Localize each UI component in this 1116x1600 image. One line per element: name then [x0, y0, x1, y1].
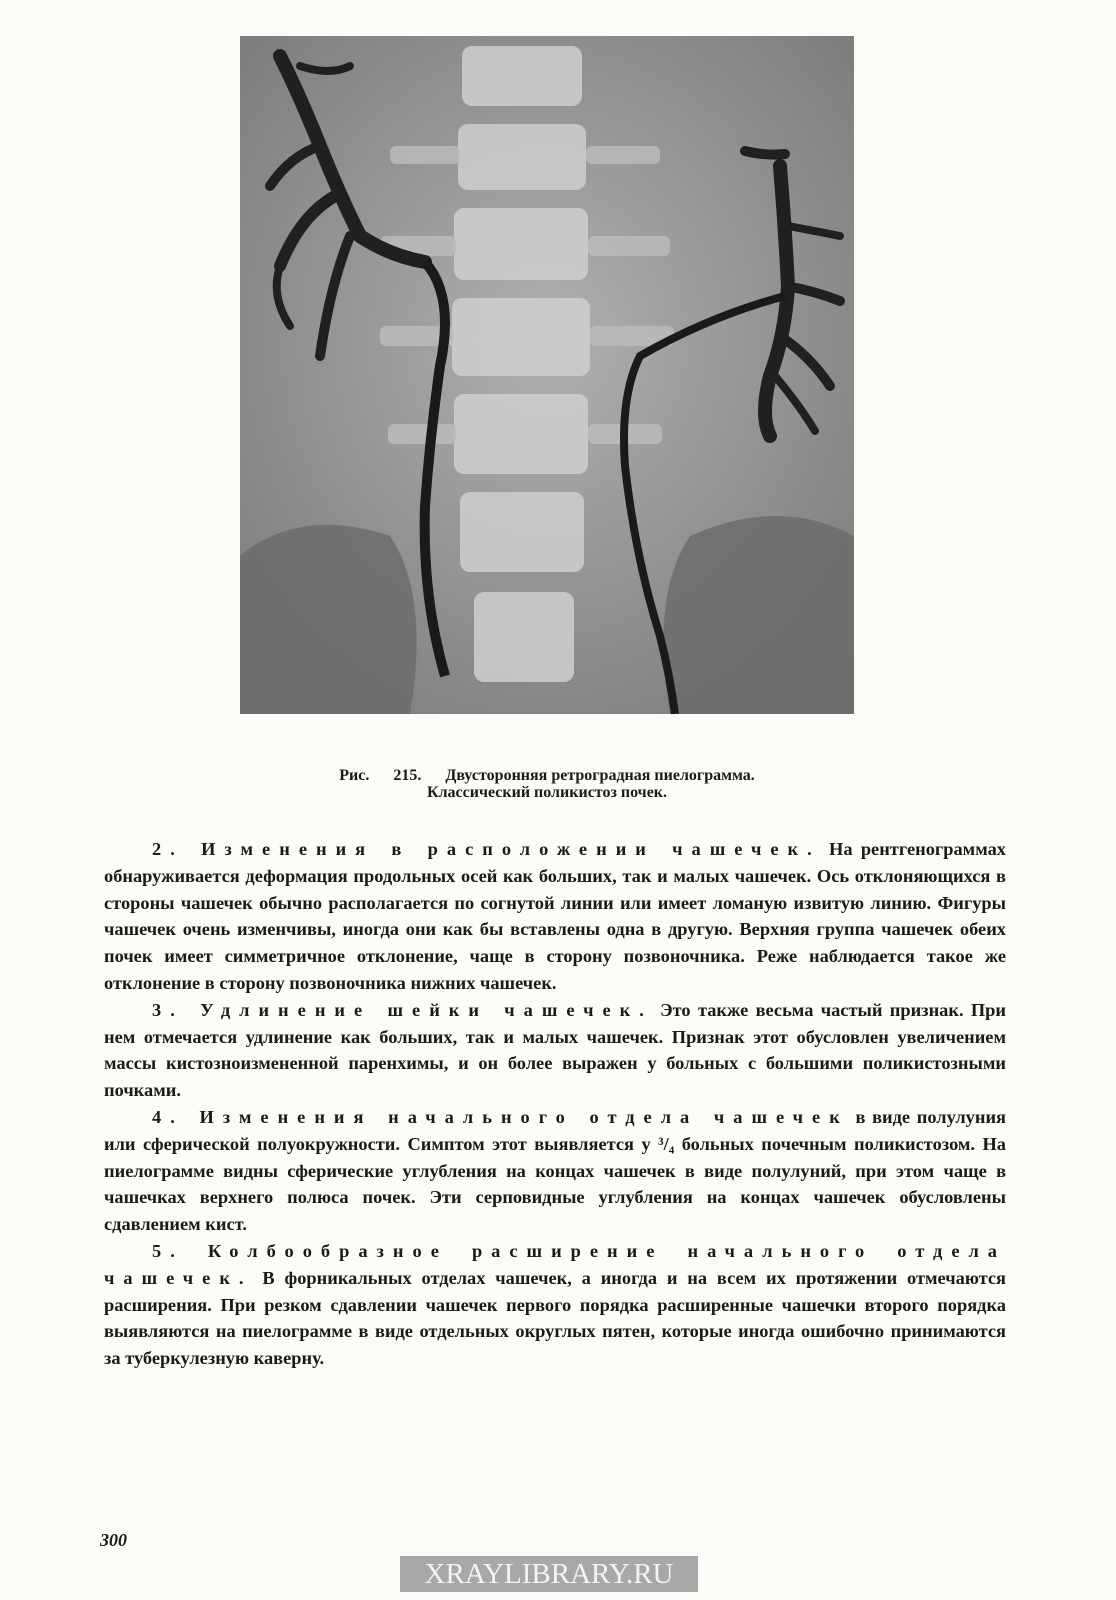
figure-caption: [240, 767, 854, 801]
figure-number: 215.: [393, 767, 422, 784]
paragraph-body: больных почечным поликистозом. На пиелограмме видны сферические углубления на концах чашечек в виде полулуний, при этом чаще в чашечках верхнего полюса почек. Эти серповидные углубления на концах чашечек обусловлены сдавлением кист.: [104, 1133, 1006, 1235]
paragraph-3: [104, 997, 1006, 1104]
body-text: [104, 836, 1006, 1372]
paragraph-lead: 4. Изменения начального отдела чашечек: [152, 1106, 849, 1127]
paragraph-5: [104, 1238, 1006, 1372]
xray-figure: [240, 36, 854, 714]
paragraph-body: На рентгенограммах обнаруживается деформация продольных осей как больших, так и малых чашечек. Ось отклоняющихся в стороны чашечек обычно располагается по согнутой линии или имеет ломаную извитую линию. Фигуры чашечек очень изменчивы, иногда они как бы вставлены одна в другую. Верхняя группа чашечек обеих почек имеет симметричное отклонение, чаще в сторону позвоночника. Реже наблюдается такое же отклонение в сторону позвоночника нижних чашечек.: [104, 839, 1006, 993]
paragraph-body-start: в виде полулуния или сферической полуокружности. Симптом этот выявляется у: [104, 1106, 1006, 1154]
watermark: XRAYLIBRARY.RU: [400, 1556, 698, 1592]
paragraph-lead: 2. Изменения в расположении чашечек.: [152, 839, 821, 859]
caption-line-2: Классический поликистоз почек.: [426, 784, 668, 801]
paragraph-lead: 3. Удлинение шейки чашечек.: [152, 999, 653, 1020]
pyelogram-image: [240, 36, 854, 714]
paragraph-body: Это также весьма частый признак. При нем отмечается удлинение как больших, так и малых чашечек. Признак этот обусловлен увеличением массы кистозноизмененной паренхимы, и он более выражен у больных с большими поликистозными почками.: [104, 999, 1007, 1101]
paragraph-4: [104, 1104, 1006, 1238]
paragraph-body: В форникальных отделах чашечек, а иногда и на всем их протяжении отмечаются расширения. При резком сдавлении чашечек первого порядка расширенные чашечки второго порядка выявляются на пиелограмме в виде отдельных округлых пятен, которые иногда ошибочно принимаются за туберкулезную каверну.: [104, 1267, 1006, 1369]
paragraph-2: [104, 836, 1006, 997]
figure-label: Рис.: [339, 767, 370, 784]
fraction: ³/₄: [658, 1133, 675, 1154]
paragraph-lead: 5. Колбообразное расширение начального отдела чашечек.: [104, 1240, 1006, 1288]
caption-line-1: Двусторонняя ретроградная пиелограмма.: [445, 767, 755, 784]
page-number: 300: [100, 1530, 127, 1550]
